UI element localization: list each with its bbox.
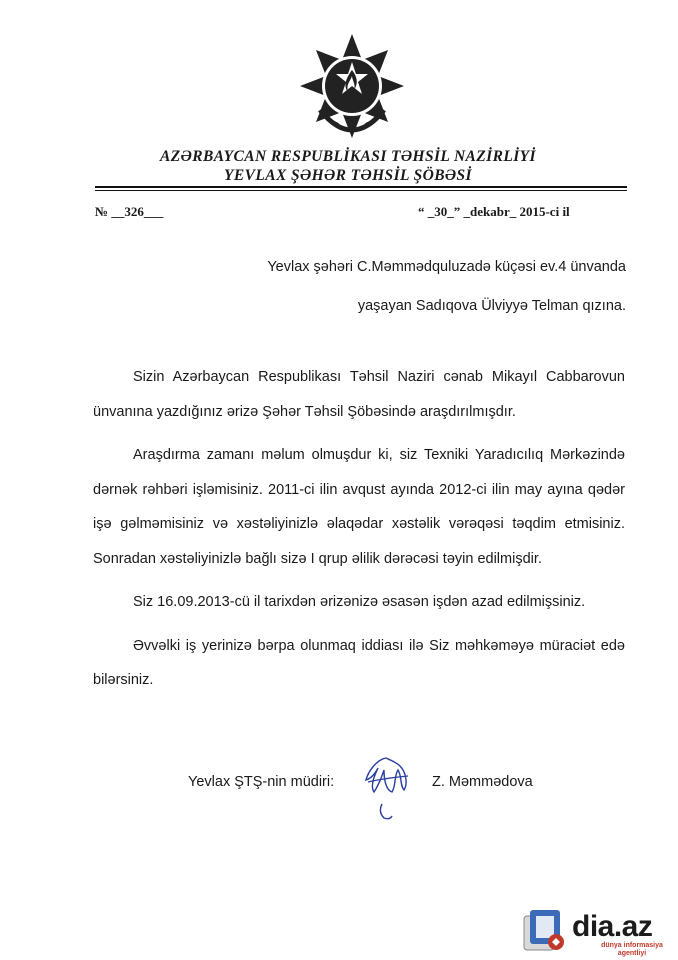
signatory-title: Yevlax ŞTŞ-nin müdiri: <box>188 774 335 790</box>
source-watermark <box>520 908 670 957</box>
body-paragraph: Siz 16.09.2013-cü il tarixdən ərizənizə əsasən işdən azad edilmişsiniz. <box>133 594 586 610</box>
body-paragraph: Əvvəlki iş yerinizə bərpa olunmaq iddiası ilə Siz məhkəməyə müraciət edə bilərsiniz. <box>93 637 625 688</box>
header-divider-thin <box>95 190 627 191</box>
recipient-address-line: Yevlax şəhəri C.Məmmədquluzadə küçəsi ev.4 ünvanda <box>267 259 626 275</box>
body-paragraph: Sizin Azərbaycan Respublikası Təhsil Naziri cənab Mikayıl Cabbarovun ünvanına yazdığınız ərizə Şəhər Təhsil Şöbəsində araşdırılmışdır. <box>93 369 625 420</box>
watermark-brand: dia.az <box>572 910 653 943</box>
state-emblem-icon <box>296 30 408 142</box>
header-divider <box>95 186 627 188</box>
handwritten-signature <box>356 752 416 824</box>
reference-number: № __326___ <box>95 204 164 219</box>
recipient-name-line: yaşayan Sadıqova Ülviyyə Telman qızına. <box>357 298 626 314</box>
letter-body <box>93 360 625 707</box>
signatory-name: Z. Məmmədova <box>432 774 533 790</box>
reference-date: “ _30_” _dekabr_ 2015-ci il <box>418 204 570 219</box>
department-name: YEVLAX ŞƏHƏR TƏHSİL ŞÖBƏSİ <box>224 167 472 184</box>
ministry-name: AZƏRBAYCAN RESPUBLİKASI TƏHSİL NAZİRLİYİ <box>160 148 536 165</box>
dia-logo-icon <box>520 908 568 954</box>
body-paragraph: Araşdırma zamanı məlum olmuşdur ki, siz Texniki Yaradıcılıq Mərkəzində dərnək rəhbəri işləmisiniz. 2011-ci ilin avqust ayında 2012-ci ilin may ayına qədər işə gəlməmisiniz və xəstəliyinizlə əlaqədar xəstəlik vərəqəsi təqdim etmisiniz. Sonradan xəstəliyinizlə bağlı sizə I qrup əlilik dərəcəsi təyin edilmişdir. <box>93 447 625 567</box>
watermark-tagline: dünya informasiya agentliyi <box>601 942 663 957</box>
